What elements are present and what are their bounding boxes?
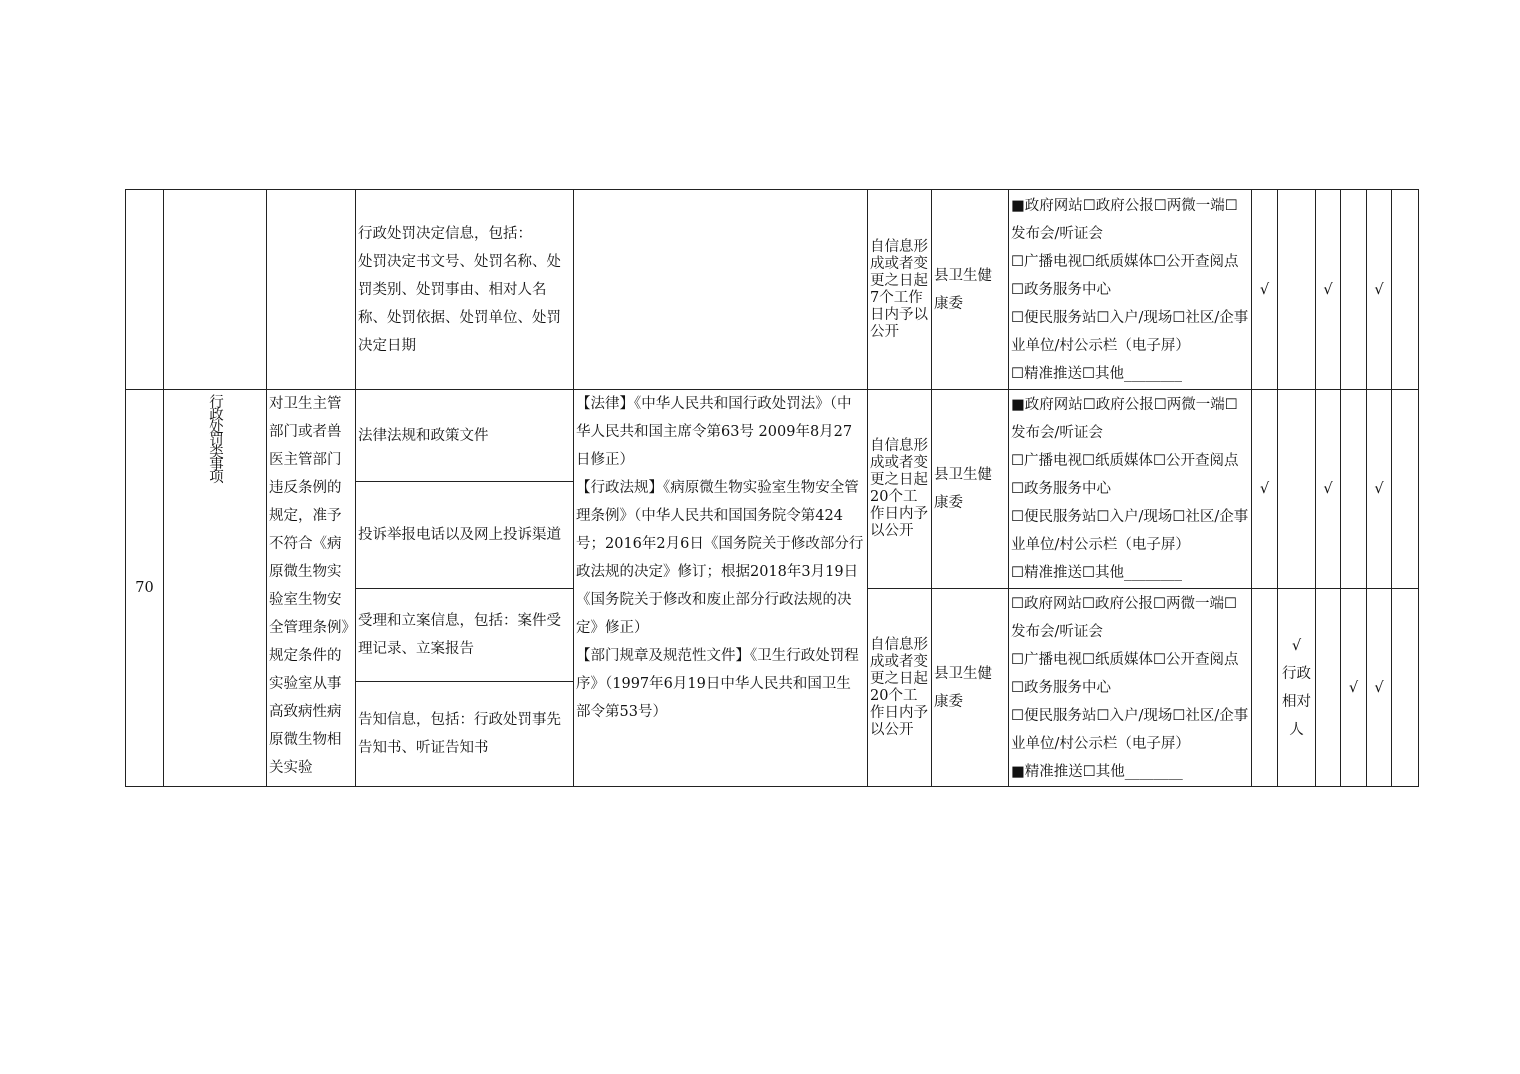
content-cell: 行政处罚决定信息，包括： 处罚决定书文号、处罚名称、处罚类别、处罚事由、相对人名称、处罚依据、处罚单位、处罚决定日期 [356, 190, 574, 390]
disclosure-table [125, 189, 1419, 787]
check-cell [1392, 190, 1419, 390]
basis-cell: 【法律】《中华人民共和国行政处罚法》（中华人民共和国主席令第63号 2009年8月27日修正） 【行政法规】《病原微生物实验室生物安全管理条例》（中华人民共和国国务院令第424号；2016年2月6日《国务院关于修改部分行政法规的决定》修订；根据2018年3月19日《国务院关于修改和废止部分行政法规的决定》修正） 【部门规章及规范性文件】《卫生行政处罚程序》（1997年6月19日中华人民共和国卫生部令第53号） [574, 390, 868, 787]
item-description: 对卫生主管部门或者兽医主管部门违反条例的规定，准予不符合《病原微生物实验室生物安全管理条例》规定条件的实验室从事高致病性病原微生物相关实验 [267, 390, 356, 787]
time-limit-cell: 自信息形成或者变更之日起20个工作日内予以公开 [868, 390, 932, 589]
check-cell [1252, 589, 1278, 787]
subject-cell: 县卫生健康委 [932, 589, 1009, 787]
check-cell [1316, 589, 1341, 787]
check-cell [1278, 190, 1316, 390]
subject-cell: 县卫生健康委 [932, 390, 1009, 589]
category-cell [164, 190, 267, 390]
check-cell: √ [1316, 190, 1341, 390]
category-cell [164, 390, 267, 787]
check-cell: √ [1341, 589, 1367, 787]
item-cell [267, 190, 356, 390]
content-cell: 投诉举报电话以及网上投诉渠道 [356, 482, 574, 589]
content-cell: 法律法规和政策文件 [356, 390, 574, 482]
subject-cell: 县卫生健康委 [932, 190, 1009, 390]
check-cell: √ [1252, 390, 1278, 589]
check-cell [1392, 390, 1419, 589]
channels-cell: ■政府网站☐政府公报☐两微一端☐发布会/听证会 ☐广播电视☐纸质媒体☐公开查阅点☐政务服务中心 ☐便民服务站☐入户/现场☐社区/企事业单位/村公示栏（电子屏） ☐精准推送☐其他________ [1009, 390, 1252, 589]
item-number: 70 [126, 390, 164, 787]
check-cell [1341, 190, 1367, 390]
number-cell [126, 190, 164, 390]
basis-cell [574, 190, 868, 390]
content-cell: 告知信息，包括：行政处罚事先告知书、听证告知书 [356, 682, 574, 787]
check-cell [1392, 589, 1419, 787]
check-cell: √ [1367, 589, 1392, 787]
table-row [126, 390, 1419, 482]
check-cell [1341, 390, 1367, 589]
channels-cell: ☐政府网站☐政府公报☐两微一端☐发布会/听证会 ☐广播电视☐纸质媒体☐公开查阅点☐政务服务中心 ☐便民服务站☐入户/现场☐社区/企事业单位/村公示栏（电子屏） ■精准推送☐其他________ [1009, 589, 1252, 787]
check-cell: √ [1316, 390, 1341, 589]
check-cell: √ [1367, 390, 1392, 589]
table-row [126, 190, 1419, 390]
channels-cell: ■政府网站☐政府公报☐两微一端☐发布会/听证会 ☐广播电视☐纸质媒体☐公开查阅点☐政务服务中心 ☐便民服务站☐入户/现场☐社区/企事业单位/村公示栏（电子屏） ☐精准推送☐其他________ [1009, 190, 1252, 390]
time-limit-cell: 自信息形成或者变更之日起7个工作日内予以公开 [868, 190, 932, 390]
target-audience-cell: √ 行政相对人 [1278, 589, 1316, 787]
category-label: 行政处罚类事项 [207, 394, 223, 482]
check-cell: √ [1252, 190, 1278, 390]
time-limit-cell: 自信息形成或者变更之日起20个工作日内予以公开 [868, 589, 932, 787]
check-cell [1278, 390, 1316, 589]
check-cell: √ [1367, 190, 1392, 390]
content-cell: 受理和立案信息，包括：案件受理记录、立案报告 [356, 589, 574, 682]
